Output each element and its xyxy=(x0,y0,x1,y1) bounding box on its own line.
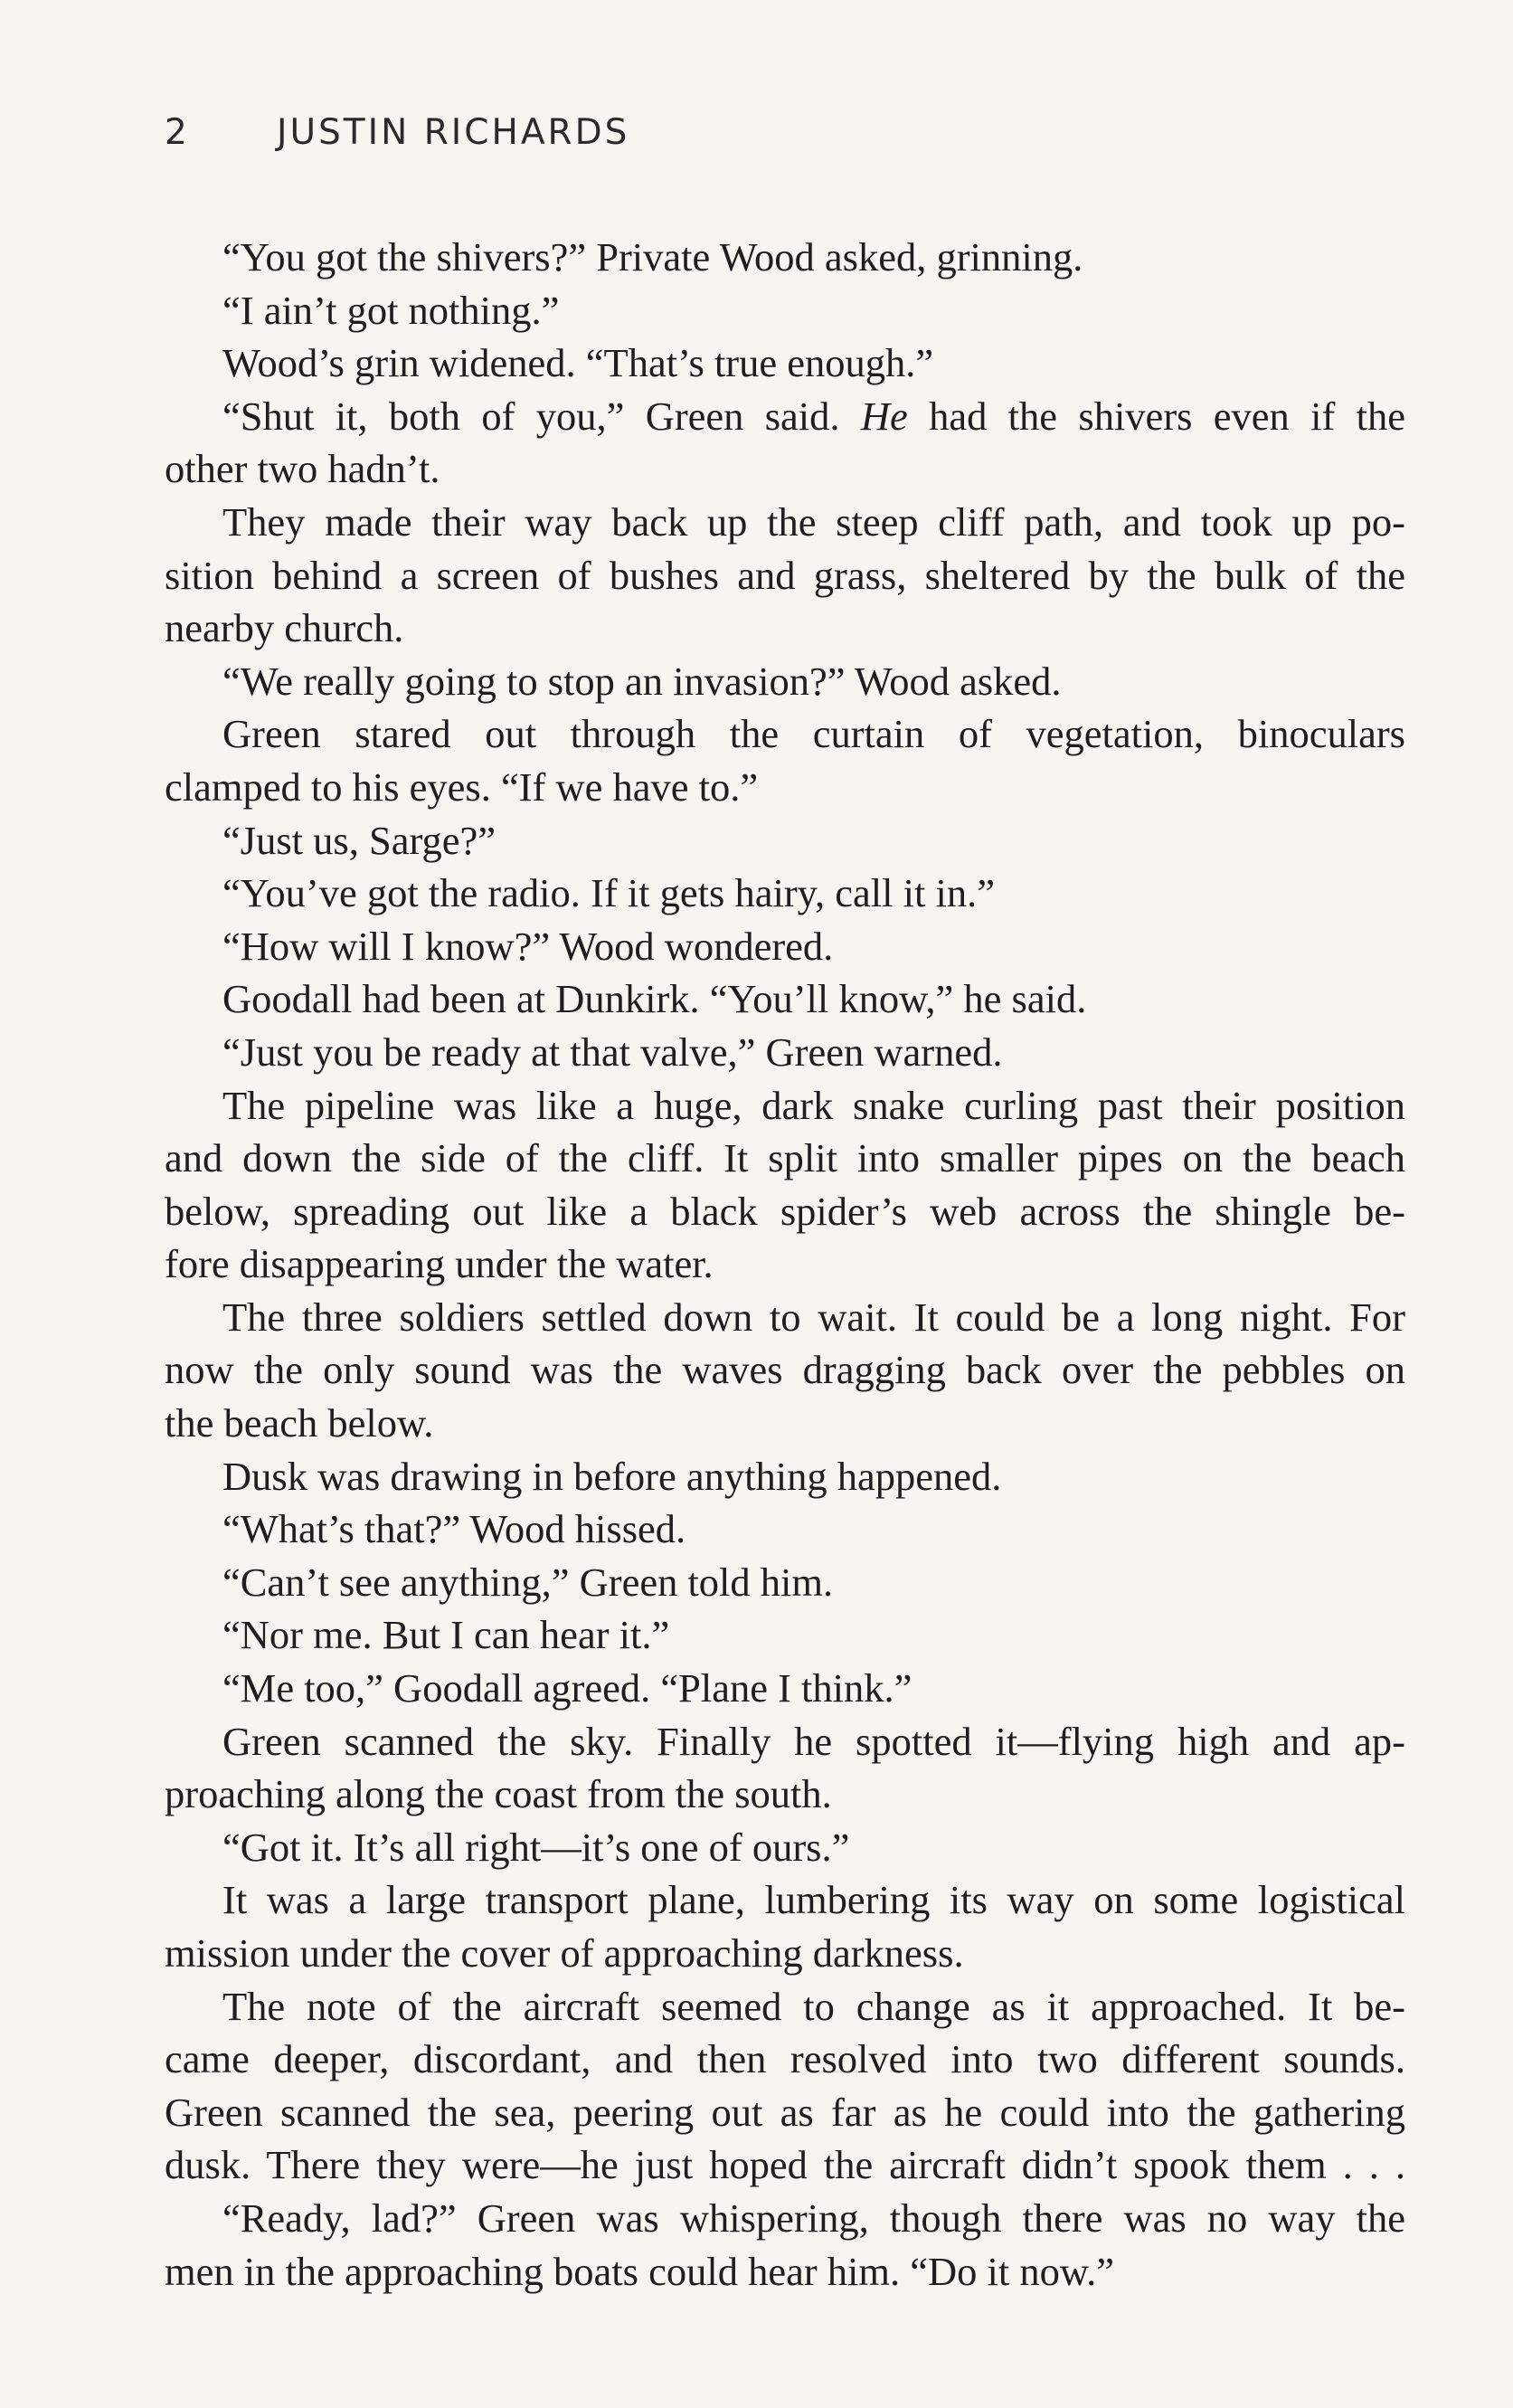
text-line: “Just you be ready at that valve,” Green warned. xyxy=(222,1029,1003,1075)
text-line: and down the side of the cliff. It split into smaller pipes on the beach xyxy=(165,1135,1405,1181)
text-line: Green scanned the sky. Finally he spotted it—flying high and ap- xyxy=(222,1718,1405,1764)
text-line: sition behind a screen of bushes and grass, sheltered by the bulk of the xyxy=(165,552,1405,598)
text-line: Green scanned the sea, peering out as far as he could into the gathering xyxy=(165,2089,1405,2135)
text-line xyxy=(165,390,1405,443)
text-line: now the only sound was the waves dragging back over the pebbles on xyxy=(165,1347,1405,1393)
text-line: “What’s that?” Wood hissed. xyxy=(222,1506,686,1552)
text-line: “How will I know?” Wood wondered. xyxy=(222,923,834,969)
text-line: other two hadn’t. xyxy=(165,446,440,492)
text-line: fore disappearing under the water. xyxy=(165,1241,714,1287)
body-text xyxy=(165,231,1405,2298)
text-line: The three soldiers settled down to wait. It could be a long night. For xyxy=(222,1294,1405,1340)
text-line: “Just us, Sarge?” xyxy=(222,817,496,863)
text-line: Goodall had been at Dunkirk. “You’ll know,” he said. xyxy=(222,976,1087,1022)
text-line: They made their way back up the steep cliff path, and took up po- xyxy=(222,498,1405,545)
text-line: proaching along the coast from the south. xyxy=(165,1771,832,1817)
text-line: mission under the cover of approaching darkness. xyxy=(165,1930,964,1976)
text-line: The pipeline was like a huge, dark snake curling past their position xyxy=(222,1082,1405,1128)
text-line: “You’ve got the radio. If it gets hairy, call it in.” xyxy=(222,870,995,916)
text-line: “We really going to stop an invasion?” Wood asked. xyxy=(222,658,1062,704)
text-line: clamped to his eyes. “If we have to.” xyxy=(165,763,759,810)
text-segment: had the shivers even if the xyxy=(907,393,1405,439)
text-line: Dusk was drawing in before anything happened. xyxy=(222,1453,1002,1499)
text-line: dusk. There they were—he just hoped the aircraft didn’t spook them . . . xyxy=(165,2142,1405,2188)
text-line: The note of the aircraft seemed to change as it approached. It be- xyxy=(222,1983,1405,2029)
text-line: the beach below. xyxy=(165,1400,434,1446)
text-line: “Nor me. But I can hear it.” xyxy=(222,1612,670,1658)
text-line: Green stared out through the curtain of vegetation, binoculars xyxy=(222,711,1405,757)
text-line: “Ready, lad?” Green was whispering, though there was no way the xyxy=(222,2195,1405,2241)
text-line: Wood’s grin widened. “That’s true enough.” xyxy=(222,340,934,386)
text-line: nearby church. xyxy=(165,605,404,651)
emphasis-text: He xyxy=(860,393,908,439)
running-head-title: JUSTIN RICHARDS xyxy=(277,112,630,153)
text-line: It was a large transport plane, lumbering its way on some logistical xyxy=(222,1877,1405,1923)
text-line: “I ain’t got nothing.” xyxy=(222,287,560,333)
text-line: “You got the shivers?” Private Wood asked, grinning. xyxy=(222,234,1083,280)
text-line: “Me too,” Goodall agreed. “Plane I think.” xyxy=(222,1665,913,1711)
text-line: below, spreading out like a black spider’s web across the shingle be- xyxy=(165,1188,1405,1234)
page-number: 2 xyxy=(165,112,190,153)
text-line: came deeper, discordant, and then resolved into two different sounds. xyxy=(165,2036,1405,2082)
running-head xyxy=(165,112,629,163)
text-segment: “Shut it, both of you,” Green said. xyxy=(222,393,861,439)
text-line: “Can’t see anything,” Green told him. xyxy=(222,1559,834,1605)
text-line: “Got it. It’s all right—it’s one of ours.” xyxy=(222,1824,850,1870)
text-line: men in the approaching boats could hear him. “Do it now.” xyxy=(165,2248,1114,2294)
